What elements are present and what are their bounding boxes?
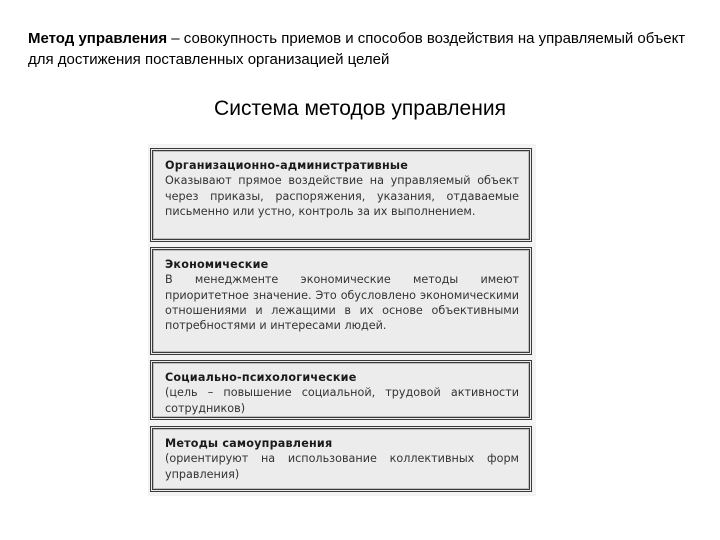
method-title: Экономические [165, 258, 269, 271]
method-block-economic [150, 247, 532, 355]
definition-paragraph [28, 28, 698, 70]
definition-term: Метод управления [28, 30, 168, 47]
definition-text: – совокупность приемов и способов воздействия на управляемый объект для достижения поставленных организацией целей [28, 30, 686, 68]
method-title: Социально-психологические [165, 371, 357, 384]
method-description: Оказывают прямое воздействие на управляемый объект через приказы, распоряжения, указания, отдаваемые письменно или устно, контроль за их выполнением. [165, 174, 519, 218]
method-block-self-government [150, 426, 532, 492]
method-block-socio-psychological [150, 360, 532, 420]
method-block-organizational [150, 148, 532, 242]
method-description: (цель – повышение социальной, трудовой активности сотрудников) [165, 386, 519, 415]
method-description: (ориентируют на использование коллективных форм управления) [165, 452, 519, 481]
method-description: В менеджменте экономические методы имеют приоритетное значение. Это обусловлено экономическими отношениями и лежащими в их основе объективными потребностями и интересами людей. [165, 273, 519, 333]
method-title: Организационно-административные [165, 159, 408, 172]
methods-diagram [148, 144, 536, 496]
system-title: Система методов управления [214, 97, 506, 120]
method-title: Методы самоуправления [165, 437, 333, 450]
